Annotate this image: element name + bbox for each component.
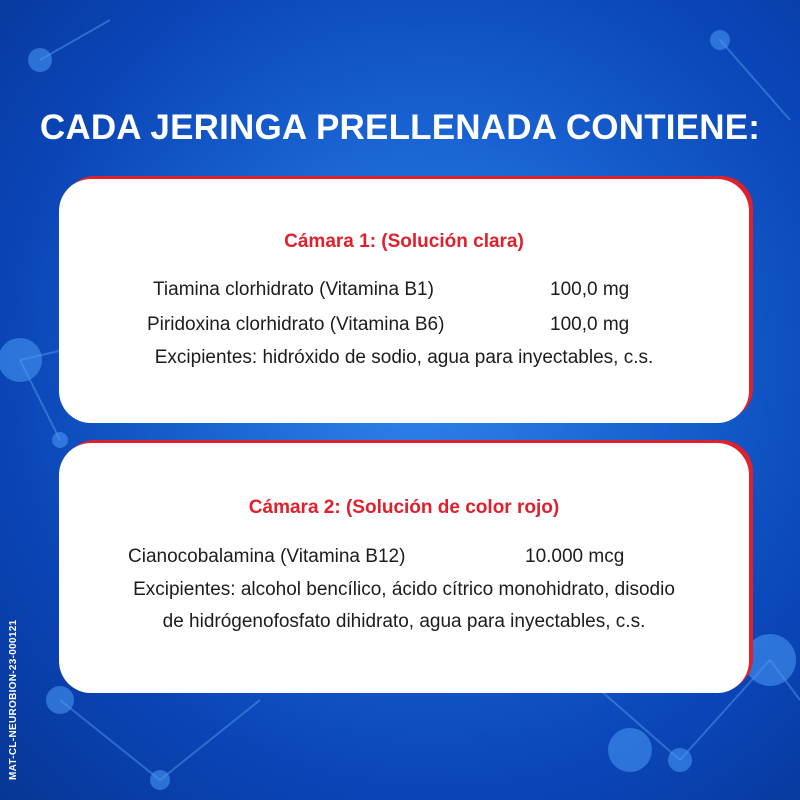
chamber-1-heading: Cámara 1: (Solución clara): [284, 231, 524, 252]
excipients-text-line-1: Excipientes: alcohol bencílico, ácido cítrico monohidrato, disodio: [133, 579, 675, 600]
ingredient-amount: 100,0 mg: [550, 314, 630, 335]
chamber-1-card: [59, 179, 749, 423]
chamber-2-card: [59, 443, 749, 693]
ingredient-amount: 10.000 mcg: [525, 546, 625, 567]
excipients-text-line-2: de hidrógenofosfato dihidrato, agua para inyectables, c.s.: [162, 611, 646, 632]
ingredient-amount: 100,0 mg: [550, 279, 630, 300]
ingredient-name: Tiamina clorhidrato (Vitamina B1): [153, 279, 434, 300]
chamber-2-heading: Cámara 2: (Solución de color rojo): [248, 497, 560, 518]
ingredient-name: Cianocobalamina (Vitamina B12): [128, 546, 406, 567]
excipients-text: Excipientes: hidróxido de sodio, agua para inyectables, c.s.: [154, 347, 654, 368]
material-code: MAT-CL-NEUROBION-23-000121: [8, 619, 19, 780]
ingredient-name: Piridoxina clorhidrato (Vitamina B6): [147, 314, 445, 335]
page-title: CADA JERINGA PRELLENADA CONTIENE:: [39, 108, 761, 147]
